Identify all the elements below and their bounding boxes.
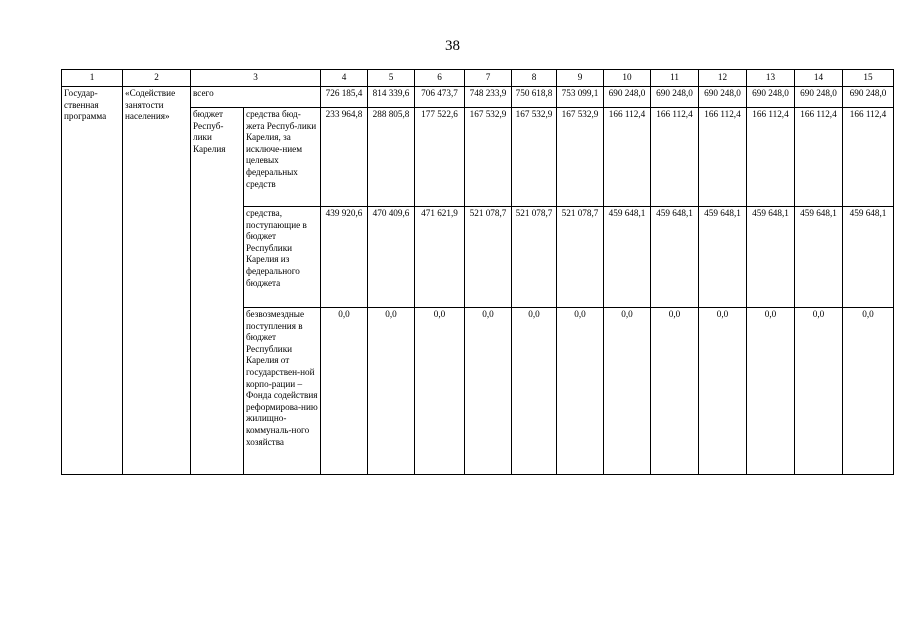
value-cell: 459 648,1	[699, 207, 747, 308]
header-cell: 12	[699, 70, 747, 87]
value-cell: 748 233,9	[465, 87, 512, 108]
value-cell: 166 112,4	[699, 108, 747, 207]
value-cell: 726 185,4	[321, 87, 368, 108]
header-cell: 6	[415, 70, 465, 87]
value-cell: 690 248,0	[651, 87, 699, 108]
value-cell: 471 621,9	[415, 207, 465, 308]
value-cell: 166 112,4	[795, 108, 843, 207]
value-cell: 177 522,6	[415, 108, 465, 207]
value-cell: 459 648,1	[747, 207, 795, 308]
value-cell: 0,0	[651, 308, 699, 475]
value-cell: 459 648,1	[604, 207, 651, 308]
value-cell: 0,0	[795, 308, 843, 475]
value-cell: 0,0	[465, 308, 512, 475]
value-cell: 167 532,9	[557, 108, 604, 207]
header-cell: 15	[843, 70, 894, 87]
value-cell: 470 409,6	[368, 207, 415, 308]
row-label: средства бюд-жета Респуб-лики Карелия, за исключе-нием целевых федеральных средств	[244, 108, 321, 207]
value-cell: 0,0	[415, 308, 465, 475]
program-name: «Содействие занятости населения»	[123, 87, 191, 475]
header-cell: 14	[795, 70, 843, 87]
value-cell: 0,0	[699, 308, 747, 475]
program-type: Государ-ственная программа	[62, 87, 123, 475]
header-cell: 8	[512, 70, 557, 87]
header-cell: 2	[123, 70, 191, 87]
source-label: бюджет Респуб-лики Карелия	[191, 108, 244, 475]
value-cell: 521 078,7	[512, 207, 557, 308]
value-cell: 0,0	[321, 308, 368, 475]
header-cell: 10	[604, 70, 651, 87]
value-cell: 0,0	[747, 308, 795, 475]
value-cell: 690 248,0	[795, 87, 843, 108]
header-cell: 9	[557, 70, 604, 87]
value-cell: 690 248,0	[843, 87, 894, 108]
value-cell: 166 112,4	[604, 108, 651, 207]
budget-table	[61, 69, 894, 475]
table-row-total	[62, 87, 894, 108]
header-cell: 3	[191, 70, 321, 87]
value-cell: 459 648,1	[651, 207, 699, 308]
value-cell: 166 112,4	[843, 108, 894, 207]
value-cell: 288 805,8	[368, 108, 415, 207]
value-cell: 167 532,9	[512, 108, 557, 207]
value-cell: 521 078,7	[557, 207, 604, 308]
header-cell: 5	[368, 70, 415, 87]
value-cell: 750 618,8	[512, 87, 557, 108]
value-cell: 439 920,6	[321, 207, 368, 308]
row-label: безвозмездные поступления в бюджет Республики Карелия от государствен-ной корпо-рации – Фонда содействия реформирова-нию жилищно-коммуналь-ного хозяйства	[244, 308, 321, 475]
value-cell: 166 112,4	[651, 108, 699, 207]
value-cell: 459 648,1	[795, 207, 843, 308]
value-cell: 0,0	[843, 308, 894, 475]
page-number: 38	[445, 38, 460, 54]
value-cell: 0,0	[604, 308, 651, 475]
value-cell: 459 648,1	[843, 207, 894, 308]
header-cell: 7	[465, 70, 512, 87]
total-label: всего	[191, 87, 321, 108]
value-cell: 690 248,0	[699, 87, 747, 108]
header-cell: 4	[321, 70, 368, 87]
header-cell: 13	[747, 70, 795, 87]
value-cell: 233 964,8	[321, 108, 368, 207]
value-cell: 0,0	[557, 308, 604, 475]
header-cell: 1	[62, 70, 123, 87]
header-row	[62, 70, 894, 87]
value-cell: 0,0	[368, 308, 415, 475]
value-cell: 690 248,0	[604, 87, 651, 108]
row-label: средства, поступающие в бюджет Республики Карелия из федерального бюджета	[244, 207, 321, 308]
value-cell: 753 099,1	[557, 87, 604, 108]
value-cell: 167 532,9	[465, 108, 512, 207]
value-cell: 521 078,7	[465, 207, 512, 308]
value-cell: 0,0	[512, 308, 557, 475]
header-cell: 11	[651, 70, 699, 87]
value-cell: 814 339,6	[368, 87, 415, 108]
value-cell: 690 248,0	[747, 87, 795, 108]
value-cell: 166 112,4	[747, 108, 795, 207]
value-cell: 706 473,7	[415, 87, 465, 108]
